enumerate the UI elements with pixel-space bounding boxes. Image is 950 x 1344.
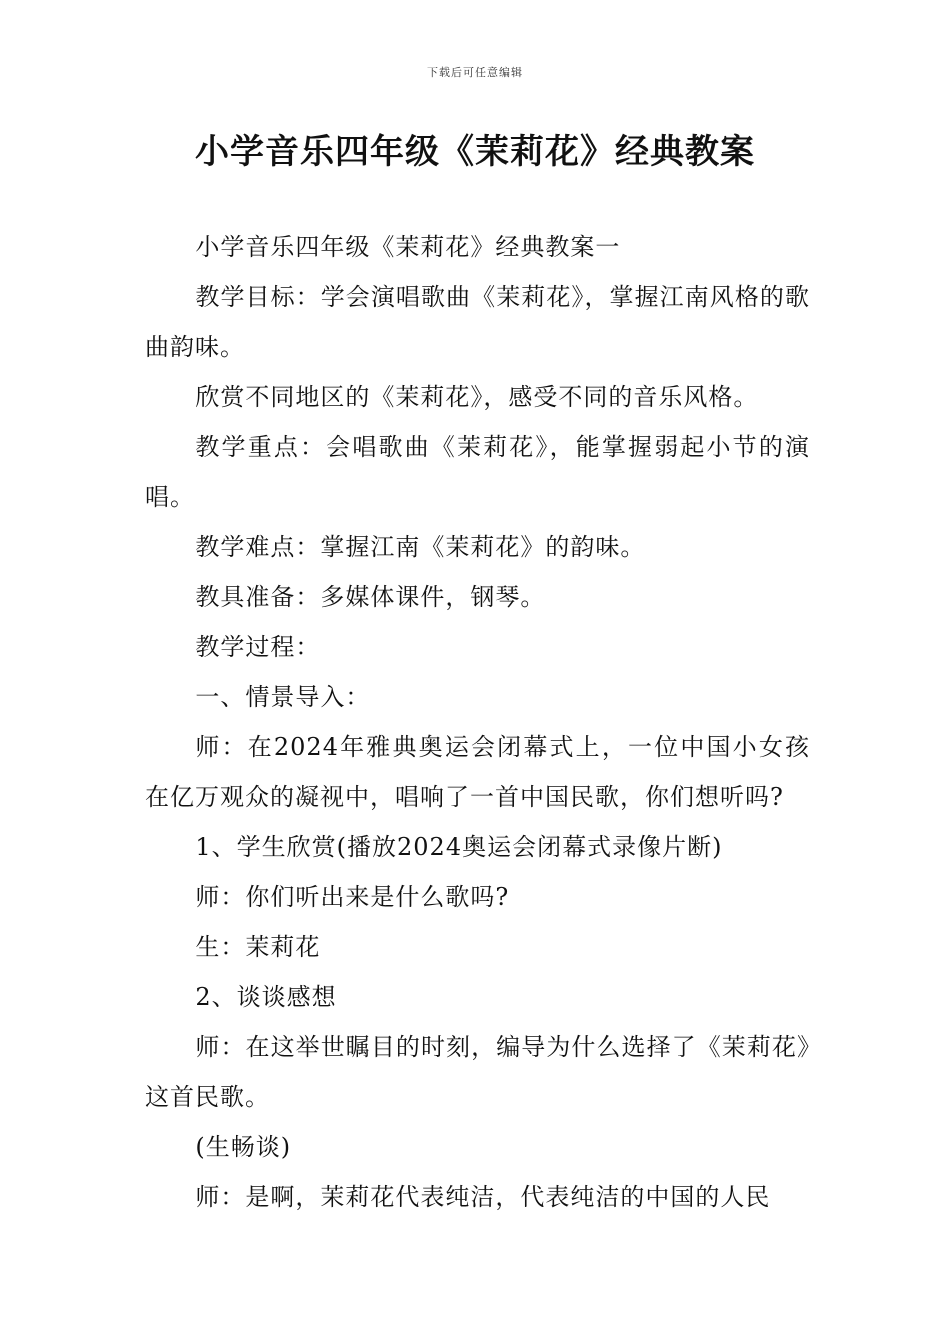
header-note: 下载后可任意编辑	[427, 66, 523, 79]
paragraph-teacher-conclusion: 师：是啊，茉莉花代表纯洁，代表纯洁的中国的人民	[195, 1183, 771, 1211]
paragraph-difficulties: 教学难点：掌握江南《茉莉花》的韵味。	[195, 533, 646, 561]
paragraph-discuss: 2、谈谈感想	[195, 983, 337, 1011]
paragraph-appreciation: 欣赏不同地区的《茉莉花》，感受不同的音乐风格。	[195, 383, 759, 411]
paragraph-teaching-process: 教学过程：	[195, 633, 321, 661]
paragraph-student-listen: 1、学生欣赏(播放2024奥运会闭幕式录像片断)	[195, 833, 723, 861]
document-body	[145, 222, 810, 1222]
paragraph-teaching-goals: 教学目标：学会演唱歌曲《茉莉花》，掌握江南风格的歌曲韵味。	[145, 283, 810, 361]
paragraph-teaching-aids: 教具准备：多媒体课件，钢琴。	[195, 583, 546, 611]
paragraph-student-talk: (生畅谈)	[195, 1133, 292, 1161]
paragraph-teacher-why: 师：在这举世瞩目的时刻，编导为什么选择了《茉莉花》这首民歌。	[145, 1033, 810, 1111]
paragraph-section-intro: 一、情景导入：	[195, 683, 371, 711]
paragraph-teacher-intro: 师：在2024年雅典奥运会闭幕式上，一位中国小女孩在亿万观众的凝视中，唱响了一首中国民歌，你们想听吗?	[145, 733, 810, 811]
document-title: 小学音乐四年级《茉莉花》经典教案	[195, 132, 755, 172]
paragraph-key-points: 教学重点：会唱歌曲《茉莉花》，能掌握弱起小节的演唱。	[145, 433, 810, 511]
paragraph-subtitle: 小学音乐四年级《茉莉花》经典教案一	[195, 233, 621, 261]
paragraph-student-answer: 生：茉莉花	[195, 933, 321, 961]
paragraph-teacher-question: 师：你们听出来是什么歌吗?	[195, 883, 510, 911]
